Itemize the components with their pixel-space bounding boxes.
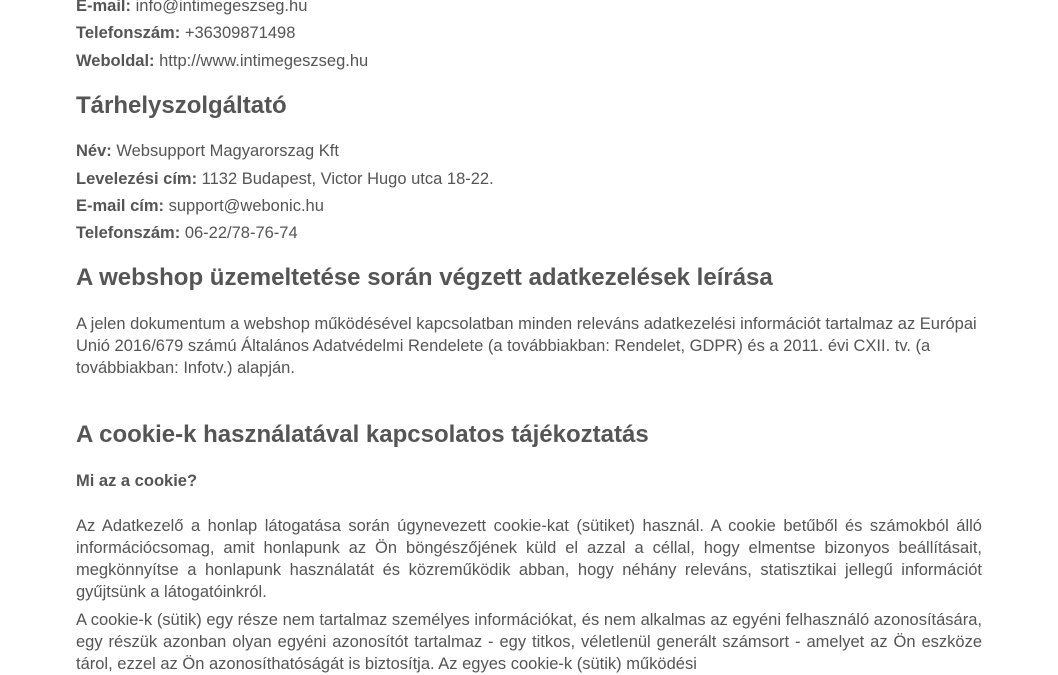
hosting-name-line [76, 141, 339, 161]
hosting-phone-line [76, 223, 298, 243]
contact-email-value: info@intimegeszseg.hu [135, 0, 308, 15]
contact-web-label: Weboldal: [76, 52, 155, 70]
cookie-paragraph-1: Az Adatkezelő a honlap látogatása során úgynevezett cookie-kat (sütiket) használ. A cookie betűből és számokból álló információcsomag, amit honlapunk az Ön böngészőjének küld el azzal a céllal, hogy elmentse bizonyos beállításait, megkönnyítse a honlapunk használatát és közreműködik abban, hogy néhány releváns, statisztikai jellegű információt gyűjtsünk a látogatóinkról. [76, 517, 982, 601]
contact-phone-value: +36309871498 [184, 24, 296, 42]
hosting-heading: Tárhelyszolgáltató [76, 92, 287, 119]
webshop-heading: A webshop üzemeltetése során végzett adatkezelések leírása [76, 264, 773, 291]
hosting-address-line [76, 169, 494, 189]
hosting-email-label: E-mail cím: [76, 197, 165, 215]
contact-email-line [76, 0, 307, 16]
hosting-email-value: support@webonic.hu [168, 197, 324, 215]
contact-email-label: E-mail: [76, 0, 132, 15]
contact-phone-line [76, 23, 295, 43]
webshop-paragraph: A jelen dokumentum a webshop működésével kapcsolatban minden releváns adatkezelési információt tartalmaz az Európai Unió 2016/679 számú Általános Adatvédelmi Rendelete (a továbbiakban: Rendelet, GDPR) és a 2011. évi CXII. tv. (a továbbiakban: Infotv.) alapján. [76, 315, 977, 377]
hosting-phone-value: 06-22/78-76-74 [184, 224, 298, 242]
hosting-address-label: Levelezési cím: [76, 170, 198, 188]
contact-web-value: http://www.intimegeszseg.hu [159, 52, 369, 70]
cookie-question: Mi az a cookie? [76, 472, 198, 490]
hosting-name-label: Név: [76, 142, 112, 160]
contact-phone-label: Telefonszám: [76, 24, 181, 42]
hosting-address-value: 1132 Budapest, Victor Hugo utca 18-22. [201, 170, 494, 188]
hosting-name-value: Websupport Magyarorszag Kft [116, 142, 339, 160]
contact-web-line [76, 51, 368, 71]
cookie-paragraph-2: A cookie-k (sütik) egy része nem tartalmaz személyes információkat, és nem alkalmas az egyéni felhasználó azonosítására, egy részük azonban olyan egyéni azonosítót tartalmaz - egy titkos, véletlenül generált számsort - amelyet az Ön eszköze tárol, ezzel az Ön azonosíthatóságát is biztosítja. Az egyes cookie-k (sütik) működési [76, 611, 982, 673]
cookie-heading: A cookie-k használatával kapcsolatos tájékoztatás [76, 421, 649, 448]
hosting-phone-label: Telefonszám: [76, 224, 181, 242]
hosting-email-line [76, 196, 324, 216]
